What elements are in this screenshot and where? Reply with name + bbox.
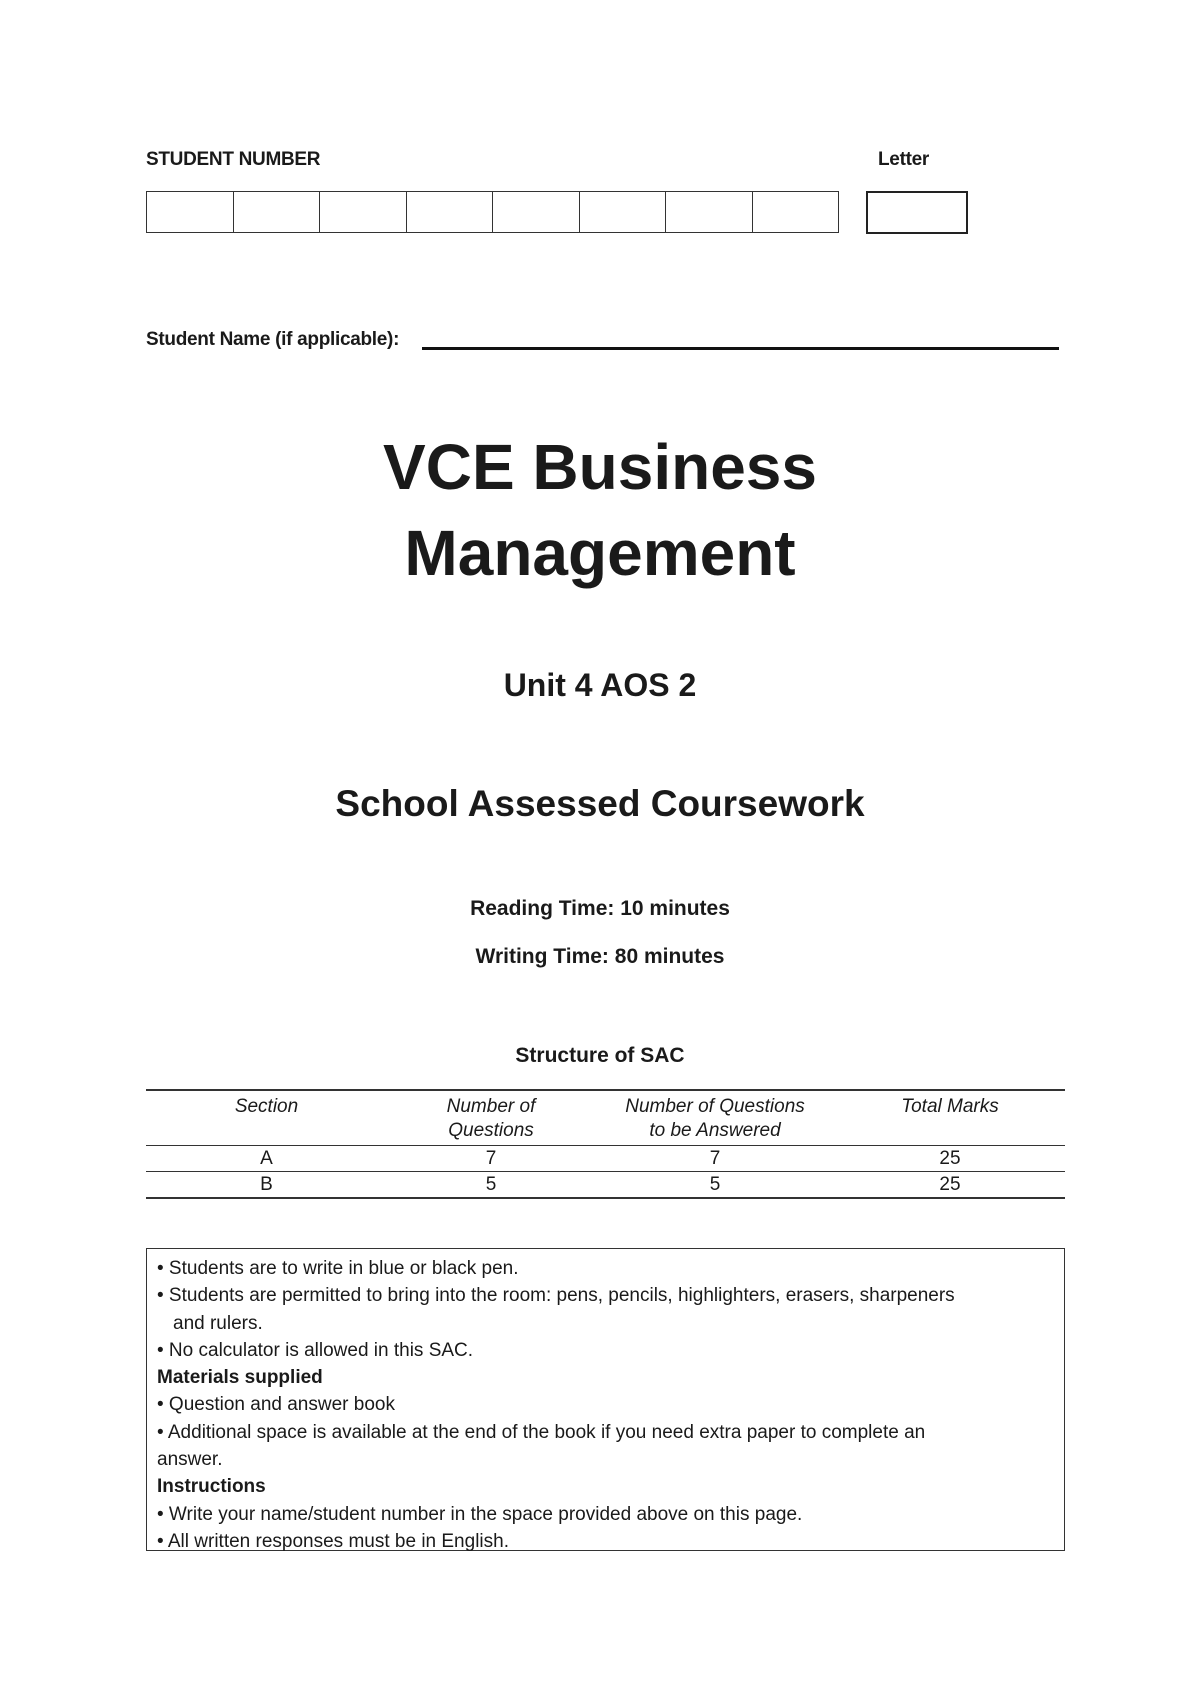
instructions-box: [146, 1248, 1065, 1551]
cell-section: A: [146, 1146, 387, 1172]
letter-box[interactable]: [866, 191, 968, 234]
assessment-heading: School Assessed Coursework: [335, 783, 865, 824]
header-total-marks: Total Marks: [835, 1090, 1065, 1146]
student-number-digit-box[interactable]: [320, 192, 407, 232]
structure-title: Structure of SAC: [515, 1044, 685, 1067]
table-row: [146, 1172, 1065, 1199]
page-title: [0, 424, 1200, 596]
student-number-digit-box[interactable]: [493, 192, 580, 232]
title-line-1: VCE Business: [383, 431, 817, 503]
student-name-line[interactable]: [422, 347, 1059, 350]
materials-heading: Materials supplied: [157, 1367, 323, 1389]
unit-heading: Unit 4 AOS 2: [503, 667, 697, 703]
material-extra-space-cont: answer.: [157, 1449, 223, 1471]
title-line-2: Management: [404, 517, 796, 589]
student-name-label: Student Name (if applicable):: [146, 329, 400, 350]
student-number-digit-box[interactable]: [147, 192, 234, 232]
cell-questions-to-answer: 7: [595, 1146, 835, 1172]
table-header-row: [146, 1090, 1065, 1146]
cell-questions-to-answer: 5: [595, 1172, 835, 1199]
writing-time: Writing Time: 80 minutes: [475, 945, 725, 968]
rule-permitted-items: • Students are permitted to bring into the room: pens, pencils, highlighters, erasers, sharpeners: [157, 1285, 955, 1307]
student-number-digit-box[interactable]: [580, 192, 667, 232]
structure-table: [146, 1089, 1065, 1199]
header-section: Section: [146, 1090, 387, 1146]
rule-permitted-items-cont: and rulers.: [173, 1312, 263, 1334]
table-row: [146, 1146, 1065, 1172]
student-number-digit-box[interactable]: [234, 192, 321, 232]
header-number-of-questions: Number of Questions: [387, 1090, 595, 1146]
rule-pen: • Students are to write in blue or black pen.: [157, 1258, 519, 1279]
cell-total-marks: 25: [835, 1172, 1065, 1199]
student-number-digit-box[interactable]: [666, 192, 753, 232]
instruction-name: • Write your name/student number in the space provided above on this page.: [157, 1503, 803, 1525]
student-number-boxes[interactable]: [146, 191, 839, 233]
student-number-label: STUDENT NUMBER: [146, 149, 321, 170]
cell-total-marks: 25: [835, 1146, 1065, 1172]
rule-no-calculator: • No calculator is allowed in this SAC.: [157, 1339, 474, 1361]
instruction-english: • All written responses must be in English.: [157, 1530, 509, 1552]
cell-number-of-questions: 7: [387, 1146, 595, 1172]
letter-label: Letter: [878, 149, 929, 170]
student-number-digit-box[interactable]: [753, 192, 839, 232]
material-extra-space: • Additional space is available at the end of the book if you need extra paper to complete an: [157, 1421, 926, 1443]
cell-number-of-questions: 5: [387, 1172, 595, 1199]
material-book: • Question and answer book: [157, 1394, 395, 1416]
student-number-digit-box[interactable]: [407, 192, 494, 232]
reading-time: Reading Time: 10 minutes: [470, 897, 730, 920]
instructions-heading: Instructions: [157, 1476, 266, 1498]
cell-section: B: [146, 1172, 387, 1199]
header-questions-to-answer: Number of Questions to be Answered: [595, 1090, 835, 1146]
